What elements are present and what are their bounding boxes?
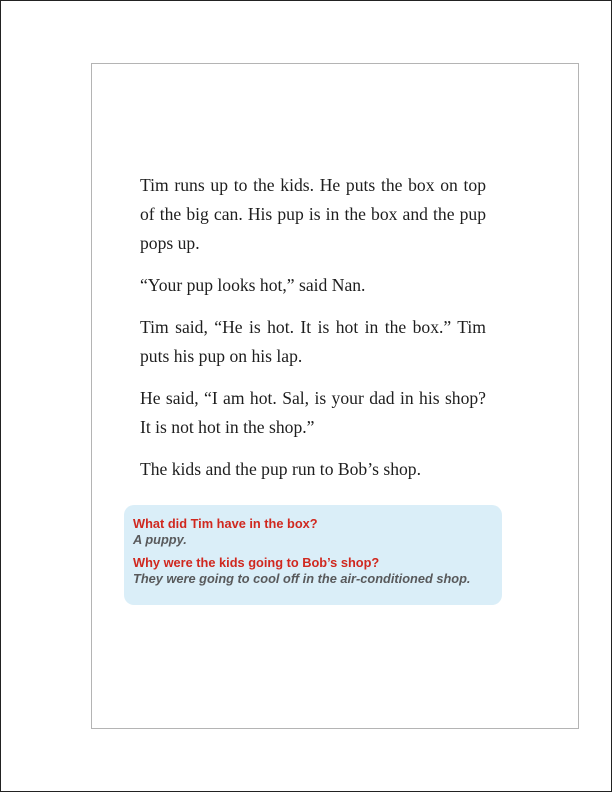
question-1: What did Tim have in the box? xyxy=(133,516,318,531)
story-paragraph-2: “Your pup looks hot,” said Nan. xyxy=(140,275,366,295)
story-paragraph-5: The kids and the pup run to Bob’s shop. xyxy=(140,459,421,479)
story-paragraph-1: Tim runs up to the kids. He puts the box on top of the big can. His pup is in the box and the pup pops up. xyxy=(140,175,486,253)
comprehension-box xyxy=(124,505,502,605)
qa-item-1 xyxy=(133,516,495,548)
story-paragraph-3: Tim said, “He is hot. It is hot in the box.” Tim puts his pup on his lap. xyxy=(140,317,486,366)
answer-2: They were going to cool off in the air-conditioned shop. xyxy=(133,571,471,586)
story-paragraph-4: He said, “I am hot. Sal, is your dad in his shop? It is not hot in the shop.” xyxy=(140,388,486,437)
question-2: Why were the kids going to Bob’s shop? xyxy=(133,555,380,570)
story-text xyxy=(140,171,486,497)
qa-item-2 xyxy=(133,555,495,587)
comprehension-content xyxy=(133,516,495,594)
answer-1: A puppy. xyxy=(133,532,187,547)
